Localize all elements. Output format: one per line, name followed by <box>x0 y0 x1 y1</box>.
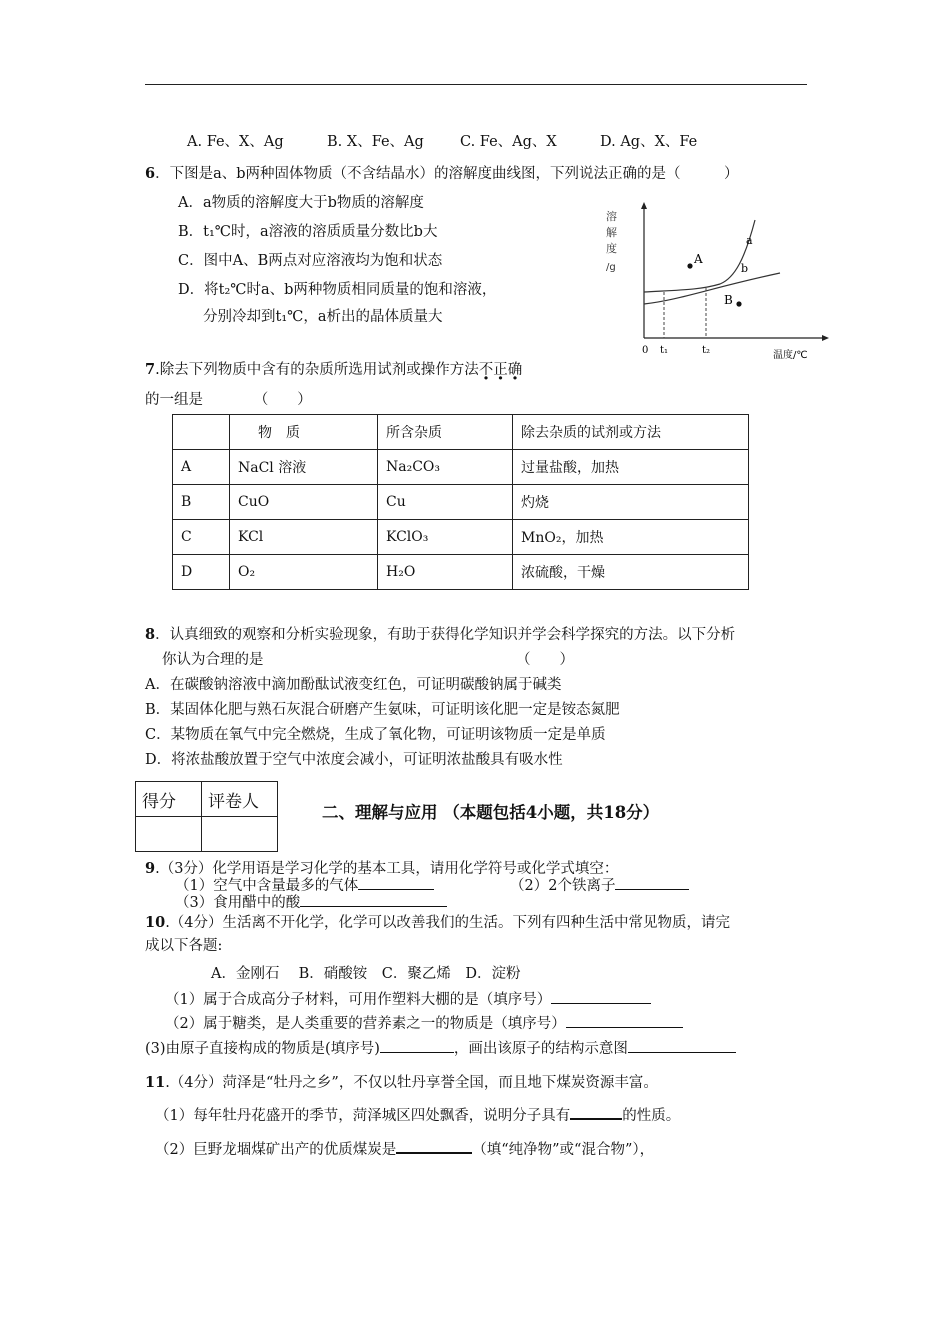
q10-blank-2[interactable] <box>566 1013 683 1028</box>
q8-option-d: D．将浓盐酸放置于空气中浓度会减小，可证明浓盐酸具有吸水性 <box>145 752 563 768</box>
x-tick-t1: t₁ <box>660 345 669 356</box>
table-row <box>173 450 749 485</box>
q7-emph-char-3: 确 <box>507 362 523 378</box>
q5-option-d: D. Ag、X、Fe <box>600 134 698 150</box>
y-label-char-4: /g <box>606 262 616 273</box>
table-cell: KCl <box>230 520 378 555</box>
y-label-char-3: 度 <box>606 242 617 255</box>
score-label: 得分 <box>136 782 202 817</box>
table-header-row <box>173 415 749 450</box>
q9-blank-2[interactable] <box>615 875 689 890</box>
x-tick-0: 0 <box>642 345 649 356</box>
grader-label: 评卷人 <box>202 782 278 817</box>
q7-table <box>172 414 749 590</box>
table-row <box>173 485 749 520</box>
q5-option-b: B. X、Fe、Ag <box>327 134 424 150</box>
series-a-label: a <box>746 234 753 247</box>
table-cell: 过量盐酸，加热 <box>513 450 749 485</box>
y-axis-arrow <box>641 202 647 209</box>
solubility-chart <box>600 200 840 360</box>
table-cell: 浓硫酸，干燥 <box>513 555 749 590</box>
q10-stem: 10.（4分）生活离不开化学，化学可以改善我们的生活。下列有四种生活中常见物质，请完 <box>145 914 731 931</box>
q10-blank-4[interactable] <box>628 1038 736 1053</box>
point-b-label: B <box>724 293 733 307</box>
series-b-label: b <box>741 262 749 275</box>
q6-option-b: B．t₁℃时，a溶液的溶质质量分数比b大 <box>178 224 438 240</box>
q6-option-d: D．将t₂℃时a、b两种物质相同质量的饱和溶液， <box>178 282 497 298</box>
table-cell: A <box>173 450 230 485</box>
q9-stem: 9.（3分）化学用语是学习化学的基本工具，请用化学符号或化学式填空： <box>145 860 619 877</box>
q8-option-c: C．某物质在氧气中完全燃烧，生成了氧化物，可证明该物质一定是单质 <box>145 727 606 743</box>
q10-part-2: （2）属于糖类，是人类重要的营养素之一的物质是（填序号） <box>165 1012 683 1033</box>
q10-part-3: (3)由原子直接构成的物质是(填序号) ，画出该原子的结构示意图 <box>145 1037 736 1058</box>
q9-part-2: （2）2个铁离子 <box>510 874 689 895</box>
table-cell: D <box>173 555 230 590</box>
q8-answer-paren: （ ） <box>516 652 574 668</box>
q7-stem-line2: 的一组是 （ ） <box>145 392 312 408</box>
header-cell: 物 质 <box>230 415 378 450</box>
q8-option-a: A．在碳酸钠溶液中滴加酚酞试液变红色，可证明碳酸钠属于碱类 <box>145 677 562 693</box>
table-row <box>173 520 749 555</box>
q6-stem: 6．下图是a、b两种固体物质（不含结晶水）的溶解度曲线图，下列说法正确的是（ ） <box>145 165 739 182</box>
q11-blank-1[interactable] <box>570 1104 622 1120</box>
header-cell <box>173 415 230 450</box>
table-row <box>173 555 749 590</box>
section-title: 二、理解与应用 （本题包括4小题，共18分） <box>322 803 660 822</box>
q9-part-1: （1）空气中含量最多的气体 <box>175 874 434 895</box>
q5-option-c: C. Fe、Ag、X <box>460 134 557 150</box>
score-input-cell[interactable] <box>136 817 202 852</box>
q6-option-a: A．a物质的溶解度大于b物质的溶解度 <box>178 195 424 211</box>
table-cell: KClO₃ <box>378 520 513 555</box>
score-box <box>135 781 278 852</box>
q7-stem: 7.除去下列物质中含有的杂质所选用试剂或操作方法不正确 <box>145 358 522 379</box>
q10-stem-line2: 成以下各题: <box>145 938 223 954</box>
x-axis-label: 温度/℃ <box>773 350 808 360</box>
q11-blank-2[interactable] <box>396 1138 472 1154</box>
q6-option-d-cont: 分别冷却到t₁℃，a析出的晶体质量大 <box>203 309 443 325</box>
q10-blank-3[interactable] <box>380 1038 454 1053</box>
x-tick-t2: t₂ <box>702 345 711 356</box>
q11-part-1: （1）每年牡丹花盛开的季节，菏泽城区四处飘香，说明分子具有 的性质。 <box>155 1104 680 1125</box>
q11-stem: 11.（4分）菏泽是“牡丹之乡”，不仅以牡丹享誉全国，而且地下煤炭资源丰富。 <box>145 1074 658 1091</box>
q6-option-c: C．图中A、B两点对应溶液均为饱和状态 <box>178 253 443 269</box>
q7-emph-char-1: 不 <box>478 362 494 378</box>
q5-option-a: A. Fe、X、Ag <box>187 134 284 150</box>
q8-option-b: B．某固体化肥与熟石灰混合研磨产生氨味，可证明该化肥一定是铵态氮肥 <box>145 702 620 718</box>
q9-blank-3[interactable] <box>300 892 447 907</box>
header-cell: 除去杂质的试剂或方法 <box>513 415 749 450</box>
q8-stem-line2: 你认为合理的是 <box>162 652 264 668</box>
table-cell: B <box>173 485 230 520</box>
table-cell: Cu <box>378 485 513 520</box>
table-cell: O₂ <box>230 555 378 590</box>
header-rule <box>145 84 807 85</box>
table-cell: CuO <box>230 485 378 520</box>
q9-blank-1[interactable] <box>358 875 434 890</box>
q10-blank-1[interactable] <box>551 989 651 1004</box>
table-cell: C <box>173 520 230 555</box>
q8-stem: 8．认真细致的观察和分析实验现象，有助于获得化学知识并学会科学探究的方法。以下分析 <box>145 626 736 643</box>
table-cell: H₂O <box>378 555 513 590</box>
y-axis-label <box>606 209 617 273</box>
point-a <box>687 263 692 268</box>
table-cell: MnO₂，加热 <box>513 520 749 555</box>
table-cell: 灼烧 <box>513 485 749 520</box>
q11-part-2: （2）巨野龙堌煤矿出产的优质煤炭是 （填“纯净物”或“混合物”）， <box>155 1138 654 1159</box>
table-cell: NaCl 溶液 <box>230 450 378 485</box>
table-cell: Na₂CO₃ <box>378 450 513 485</box>
y-label-char-1: 溶 <box>606 210 617 223</box>
q7-emph-char-2: 正 <box>493 362 508 378</box>
y-label-char-2: 解 <box>606 226 617 239</box>
q9-part-3: （3）食用醋中的酸 <box>175 891 447 912</box>
q10-choices: A．金刚石 B．硝酸铵 C．聚乙烯 D．淀粉 <box>211 966 521 982</box>
x-axis-arrow <box>822 335 829 341</box>
point-b <box>736 301 741 306</box>
header-cell: 所含杂质 <box>378 415 513 450</box>
grader-input-cell[interactable] <box>202 817 278 852</box>
point-a-label: A <box>694 252 703 266</box>
q10-part-1: （1）属于合成高分子材料，可用作塑料大棚的是（填序号） <box>165 988 651 1009</box>
